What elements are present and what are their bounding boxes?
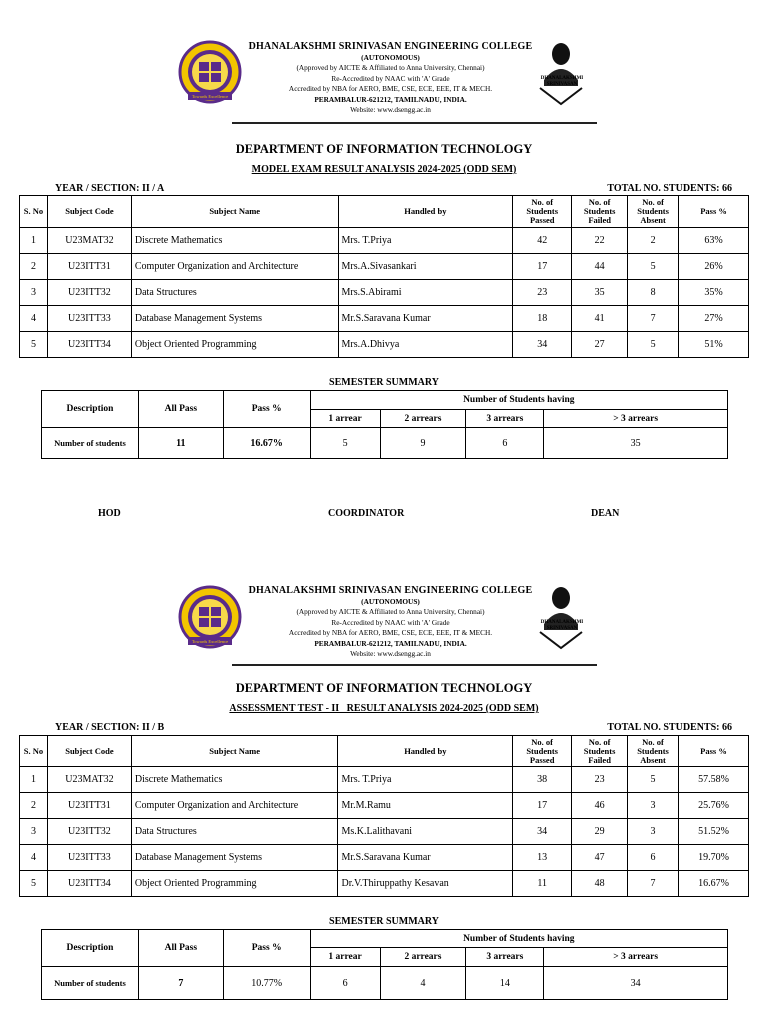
cell-handled: Dr.V.Thiruppathy Kesavan <box>338 871 513 897</box>
col-passed: No. of Students Passed <box>513 196 572 228</box>
cell-sno: 2 <box>20 793 48 819</box>
cell-failed: 22 <box>572 228 628 254</box>
sum-a4: > 3 arrears <box>544 410 728 428</box>
cell-sno: 5 <box>20 871 48 897</box>
cell-name: Discrete Mathematics <box>131 767 338 793</box>
cell-sno: 2 <box>20 254 48 280</box>
cell-pct: 25.76% <box>679 793 749 819</box>
cell-sno: 5 <box>20 332 48 358</box>
cell-passed: 38 <box>513 767 572 793</box>
cell-passed: 13 <box>513 845 572 871</box>
col-name: Subject Name <box>131 196 338 228</box>
col-failed: No. of Students Failed <box>572 736 628 767</box>
cell-pct: 63% <box>679 228 749 254</box>
cell-handled: Mr.S.Saravana Kumar <box>338 306 513 332</box>
header-rule <box>232 122 597 124</box>
cell-failed: 46 <box>572 793 628 819</box>
cell-passed: 17 <box>513 793 572 819</box>
cell-passed: 17 <box>513 254 572 280</box>
col-absent: No. of Students Absent <box>628 736 679 767</box>
result-table <box>19 195 749 358</box>
cell-handled: Mrs. T.Priya <box>338 767 513 793</box>
cell-handled: Mr.M.Ramu <box>338 793 513 819</box>
table-row <box>20 819 749 845</box>
cell-absent: 7 <box>628 306 679 332</box>
cell-absent: 6 <box>628 845 679 871</box>
table-row <box>20 332 749 358</box>
cell-sno: 3 <box>20 280 48 306</box>
sig-hod: HOD <box>98 508 121 519</box>
cell-absent: 5 <box>628 254 679 280</box>
cell-code: U23MAT32 <box>47 767 131 793</box>
year-section: YEAR / SECTION: II / B <box>55 722 165 733</box>
table-row <box>20 871 749 897</box>
cell-code: U23ITT33 <box>47 845 131 871</box>
cell-name: Object Oriented Programming <box>131 332 338 358</box>
col-pct: Pass % <box>679 196 749 228</box>
cell-name: Computer Organization and Architecture <box>131 793 338 819</box>
college-name: DHANALAKSHMI SRINIVASAN ENGINEERING COLLEGE <box>248 41 533 52</box>
college-header <box>243 42 538 114</box>
cell-pct: 51.52% <box>679 819 749 845</box>
col-passed: No. of Students Passed <box>513 736 572 767</box>
seal-banner-text: Towards Excellence <box>191 94 229 99</box>
founder-portrait-icon <box>532 584 590 650</box>
cell-handled: Ms.K.Lalithavani <box>338 819 513 845</box>
sum-row-label: Number of students <box>42 967 139 1000</box>
college-naac: Re-Accredited by NAAC with 'A' Grade <box>331 617 450 627</box>
sum-pass-pct: Pass % <box>223 930 310 967</box>
year-section: YEAR / SECTION: II / A <box>55 183 165 194</box>
sum-number-having: Number of Students having <box>310 930 727 948</box>
header-rule <box>232 664 597 666</box>
sum-row-label: Number of students <box>42 428 139 459</box>
sum-val-a1: 5 <box>310 428 380 459</box>
cell-passed: 11 <box>513 871 572 897</box>
cell-code: U23ITT31 <box>47 793 131 819</box>
department-title: DEPARTMENT OF INFORMATION TECHNOLOGY <box>235 681 533 695</box>
table-row <box>20 228 749 254</box>
cell-sno: 1 <box>20 767 48 793</box>
col-sno: S. No <box>20 736 48 767</box>
cell-passed: 34 <box>513 819 572 845</box>
cell-pct: 27% <box>679 306 749 332</box>
cell-name: Discrete Mathematics <box>131 228 338 254</box>
portrait-caption: DHANALAKSHMI SRINIVASAN <box>540 620 584 631</box>
sum-a1: 1 arrear <box>310 948 380 967</box>
cell-passed: 18 <box>513 306 572 332</box>
cell-handled: Mr.S.Saravana Kumar <box>338 845 513 871</box>
cell-pct: 16.67% <box>679 871 749 897</box>
sum-all-pass: All Pass <box>138 930 223 967</box>
college-naac: Re-Accredited by NAAC with 'A' Grade <box>331 73 450 83</box>
cell-handled: Mrs. T.Priya <box>338 228 513 254</box>
cell-code: U23ITT33 <box>47 306 131 332</box>
sum-a2: 2 arrears <box>380 410 466 428</box>
exam-title <box>0 164 768 175</box>
cell-absent: 7 <box>628 871 679 897</box>
col-name: Subject Name <box>131 736 338 767</box>
cell-failed: 29 <box>572 819 628 845</box>
col-failed: No. of Students Failed <box>572 196 628 228</box>
cell-code: U23ITT31 <box>47 254 131 280</box>
cell-code: U23ITT34 <box>47 332 131 358</box>
college-nba: Accredited by NBA for AERO, BME, CSE, ECE, EEE, IT & MECH. <box>288 84 493 94</box>
cell-absent: 5 <box>628 332 679 358</box>
cell-name: Data Structures <box>131 280 338 306</box>
col-sno: S. No <box>20 196 48 228</box>
sum-description: Description <box>42 391 139 428</box>
cell-passed: 42 <box>513 228 572 254</box>
sum-val-a3: 6 <box>466 428 544 459</box>
sum-a1: 1 arrear <box>310 410 380 428</box>
exam-title-text: MODEL EXAM RESULT ANALYSIS 2024-2025 (ODD SEM) <box>251 164 517 175</box>
cell-code: U23ITT32 <box>47 819 131 845</box>
college-autonomous: (AUTONOMOUS) <box>361 596 420 606</box>
college-address: PERAMBALUR-621212, TAMILNADU, INDIA. <box>314 638 467 648</box>
college-website: Website: www.dsengg.ac.in <box>350 648 431 658</box>
college-website: Website: www.dsengg.ac.in <box>350 104 431 114</box>
summary-title: SEMESTER SUMMARY <box>329 377 439 388</box>
cell-pct: 51% <box>679 332 749 358</box>
cell-name: Database Management Systems <box>131 306 338 332</box>
cell-absent: 3 <box>628 819 679 845</box>
cell-absent: 2 <box>628 228 679 254</box>
cell-failed: 27 <box>572 332 628 358</box>
table-row <box>20 767 749 793</box>
result-table <box>19 735 749 897</box>
table-row <box>20 280 749 306</box>
sum-a3: 3 arrears <box>466 948 544 967</box>
college-approved: (Approved by AICTE & Affiliated to Anna University, Chennai) <box>296 63 485 73</box>
cell-passed: 23 <box>513 280 572 306</box>
sum-a4: > 3 arrears <box>544 948 728 967</box>
cell-absent: 5 <box>628 767 679 793</box>
sum-val-a4: 35 <box>544 428 728 459</box>
cell-pct: 26% <box>679 254 749 280</box>
cell-code: U23ITT32 <box>47 280 131 306</box>
cell-sno: 4 <box>20 306 48 332</box>
cell-pct: 35% <box>679 280 749 306</box>
cell-handled: Mrs.A.Sivasankari <box>338 254 513 280</box>
cell-pct: 19.70% <box>679 845 749 871</box>
total-students: TOTAL NO. STUDENTS: 66 <box>607 722 732 733</box>
cell-failed: 41 <box>572 306 628 332</box>
col-absent: No. of Students Absent <box>628 196 679 228</box>
department-title: DEPARTMENT OF INFORMATION TECHNOLOGY <box>235 142 533 156</box>
sum-a3: 3 arrears <box>466 410 544 428</box>
cell-code: U23MAT32 <box>47 228 131 254</box>
sum-all-pass: All Pass <box>138 391 223 428</box>
college-autonomous: (AUTONOMOUS) <box>361 52 420 62</box>
exam-title-text: ASSESSMENT TEST - II RESULT ANALYSIS 2024-2025 (ODD SEM) <box>229 703 539 714</box>
sum-pass-pct: Pass % <box>223 391 310 428</box>
summary-table <box>41 390 728 459</box>
college-approved: (Approved by AICTE & Affiliated to Anna University, Chennai) <box>296 607 485 617</box>
cell-sno: 4 <box>20 845 48 871</box>
cell-passed: 34 <box>513 332 572 358</box>
sum-val-all-pass: 7 <box>138 967 223 1000</box>
sum-val-a2: 9 <box>380 428 466 459</box>
col-handled: Handled by <box>338 736 513 767</box>
table-row <box>20 254 749 280</box>
cell-name: Object Oriented Programming <box>131 871 338 897</box>
sum-val-a1: 6 <box>310 967 380 1000</box>
col-code: Subject Code <box>47 196 131 228</box>
sum-val-a2: 4 <box>380 967 466 1000</box>
cell-failed: 44 <box>572 254 628 280</box>
cell-absent: 3 <box>628 793 679 819</box>
college-name: DHANALAKSHMI SRINIVASAN ENGINEERING COLLEGE <box>248 585 533 596</box>
cell-sno: 1 <box>20 228 48 254</box>
cell-failed: 48 <box>572 871 628 897</box>
sig-coordinator: COORDINATOR <box>328 508 405 519</box>
exam-title <box>0 703 768 714</box>
sum-description: Description <box>42 930 139 967</box>
cell-absent: 8 <box>628 280 679 306</box>
sum-number-having: Number of Students having <box>310 391 727 410</box>
table-row <box>20 845 749 871</box>
table-row <box>20 306 749 332</box>
col-code: Subject Code <box>47 736 131 767</box>
summary-title: SEMESTER SUMMARY <box>329 916 439 927</box>
sum-val-a3: 14 <box>466 967 544 1000</box>
sum-val-pass-pct: 10.77% <box>223 967 310 1000</box>
sum-val-pass-pct: 16.67% <box>223 428 310 459</box>
table-row <box>20 793 749 819</box>
college-header <box>243 586 538 658</box>
college-nba: Accredited by NBA for AERO, BME, CSE, ECE, EEE, IT & MECH. <box>288 628 493 638</box>
cell-failed: 35 <box>572 280 628 306</box>
cell-name: Data Structures <box>131 819 338 845</box>
cell-name: Database Management Systems <box>131 845 338 871</box>
cell-failed: 47 <box>572 845 628 871</box>
cell-name: Computer Organization and Architecture <box>131 254 338 280</box>
sig-dean: DEAN <box>591 508 620 519</box>
col-pct: Pass % <box>679 736 749 767</box>
college-address: PERAMBALUR-621212, TAMILNADU, INDIA. <box>314 94 467 104</box>
cell-handled: Mrs.S.Abirami <box>338 280 513 306</box>
seal-banner-text: Towards Excellence <box>191 639 229 644</box>
cell-handled: Mrs.A.Dhivya <box>338 332 513 358</box>
portrait-caption: DHANALAKSHMI SRINIVASAN <box>540 76 584 87</box>
cell-failed: 23 <box>572 767 628 793</box>
total-students: TOTAL NO. STUDENTS: 66 <box>607 183 732 194</box>
cell-code: U23ITT34 <box>47 871 131 897</box>
founder-portrait-icon <box>532 40 590 106</box>
sum-val-a4: 34 <box>544 967 728 1000</box>
cell-sno: 3 <box>20 819 48 845</box>
cell-pct: 57.58% <box>679 767 749 793</box>
summary-table <box>41 929 728 1000</box>
sum-val-all-pass: 11 <box>138 428 223 459</box>
col-handled: Handled by <box>338 196 513 228</box>
sum-a2: 2 arrears <box>380 948 466 967</box>
